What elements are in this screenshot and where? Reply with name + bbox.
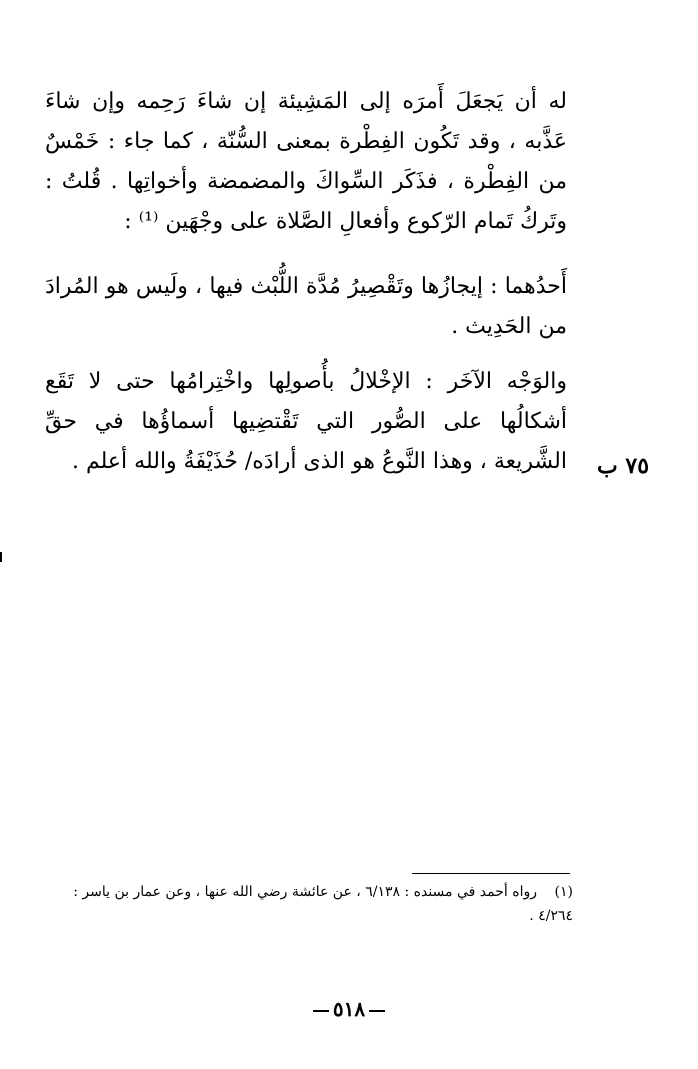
paragraph-1-text: له أن يَجعَلَ أَمرَه إلى المَشِيئة إن شاءَ رَحِمه وإن شاءَ عَذَّبه ، وقد تَكُون الفِطْرة بمعنى السُّنّة ، كما جاء : خَمْسٌ من الفِطْرة ، فذَكَر السِّواكَ والمضمضة وأخواتِها . قُلتُ : وتَركُ تَمام الرّكوع وأفعالِ الصَّلاة على وجْهَين ⁽¹⁾ : (45, 89, 567, 234)
footnote-text: رواه أحمد في مسنده : ٦/١٣٨ ، عن عائشة رضي الله عنها ، وعن عمار بن ياسر : ٤/٢٦٤ . (73, 884, 573, 924)
manuscript-folio-marker: ٧٥ ب (597, 453, 650, 479)
page-number-dash-right (369, 1010, 385, 1012)
footnote-number: (١) (554, 884, 573, 900)
paragraph-2 (45, 267, 567, 347)
page-number-dash-left (313, 1010, 329, 1012)
page-number-value: ٥١٨ (332, 997, 366, 1021)
page-number (0, 997, 698, 1021)
paragraph-3-text: والوَجْه الآخَر : الإخْلالُ بأُصولِها واخْتِرامُها حتى لا تَقَع أشكالُها على الصُّور التي تَقْتضِيها أسماؤُها في حقِّ الشَّريعة ، وهذا النَّوعُ هو الذى أرادَه/ حُذَيْفَةُ والله أعلم . (45, 369, 567, 474)
paragraph-2-text: أَحدُهما : إيجازُها وتَقْصِيرُ مُدَّة اللُّبْث فيها ، ولَيس هو المُرادَ من الحَدِيث . (45, 274, 567, 339)
footnote (35, 880, 573, 928)
footnote-divider (412, 873, 570, 874)
paragraph-3 (45, 362, 567, 482)
paragraph-1 (45, 82, 567, 242)
scan-edge-mark (0, 552, 2, 562)
